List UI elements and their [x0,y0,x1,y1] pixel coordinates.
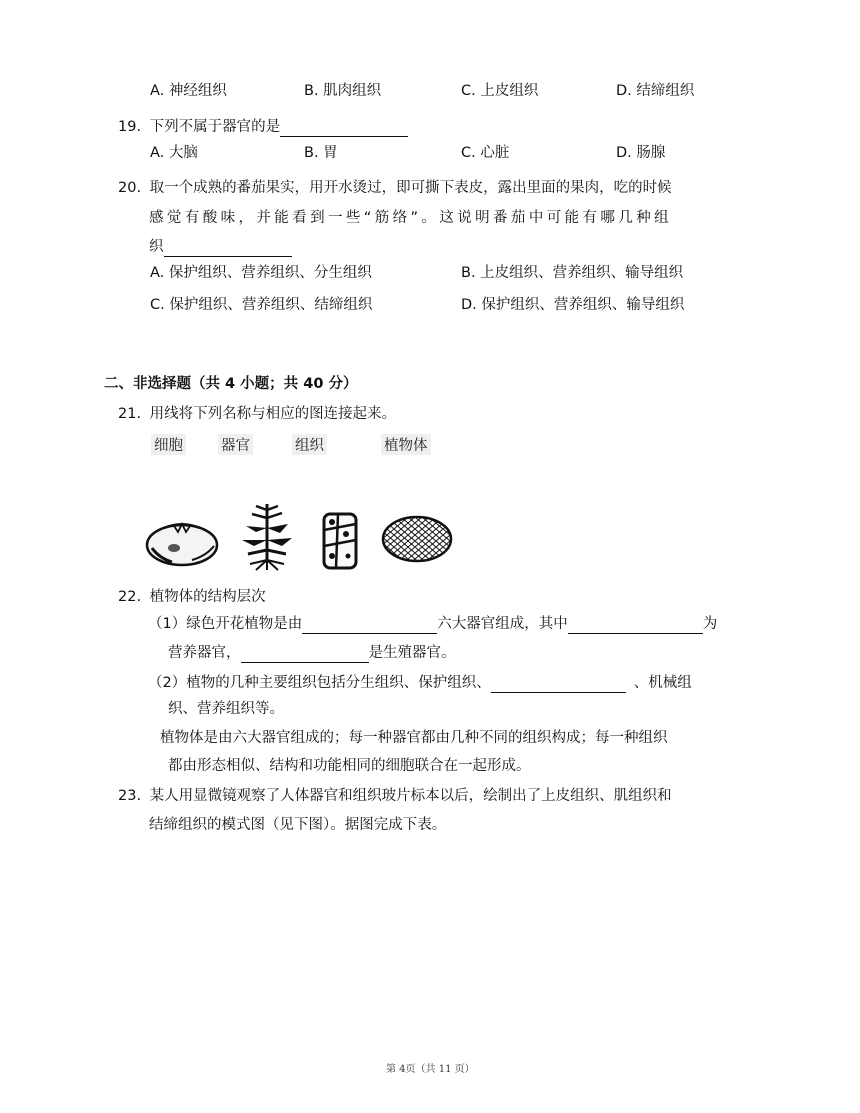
q20-text-1: 取一个成熟的番茄果实，用开水烫过，即可撕下表皮，露出里面的果肉，吃的时候 [149,180,672,196]
q19-number: 19. [118,119,142,135]
page-footer: 第 4页（共 11 页） [386,1064,475,1075]
q22-p1-d: 营养器官， [168,645,241,661]
q19-answer-blank[interactable] [280,118,408,137]
q22-number: 22. [118,589,142,605]
q22-stem [118,587,266,607]
q22-p1-e: 是生殖器官。 [368,645,456,661]
q23-number: 23. [118,788,142,804]
q20-option-b: B. 上皮组织、营养组织、输导组织 [461,265,684,281]
q21-text: 用线将下列名称与相应的图连接起来。 [149,406,397,422]
q22-note-line1: 植物体是由六大器官组成的；每一种器官都由几种不同的组织构成；每一种组织 [160,730,668,746]
q19-text: 下列不属于器官的是 [149,119,281,135]
q22-part1-line1 [148,614,717,634]
q20-answer-blank[interactable] [164,238,292,257]
q19-option-d: D. 肠腺 [616,145,666,161]
q18-option-c: C. 上皮组织 [461,83,539,99]
cell-image [380,514,454,564]
q22-part1-line2 [168,643,456,663]
q20-option-c: C. 保护组织、营养组织、结缔组织 [150,297,373,313]
tissue-image [318,510,362,572]
q20-option-a: A. 保护组织、营养组织、分生组织 [150,265,372,281]
q22-p1-b: 六大器官组成，其中 [437,616,568,632]
q22-p2-a: （2）植物的几种主要组织包括分生组织、保护组织、 [148,675,491,691]
q20-text-3: 织 [149,239,164,255]
q19-option-c: C. 心脏 [461,145,510,161]
q22-text: 植物体的结构层次 [149,589,266,605]
q20-number: 20. [118,180,142,196]
label-tissue: 组织 [292,434,327,455]
q22-blank-2[interactable] [568,615,703,634]
q23-line1 [118,786,672,806]
q20-line1 [118,178,672,198]
q20-option-d: D. 保护组织、营养组织、输导组织 [461,297,685,313]
q19-option-b: B. 胃 [304,145,338,161]
q22-p1-a: （1）绿色开花植物是由 [148,616,303,632]
q18-option-d: D. 结缔组织 [616,83,695,99]
q22-part2-line2: 织、营养组织等。 [168,701,284,717]
label-plant: 植物体 [381,434,431,455]
section-title: 二、非选择题（共 4 小题；共 40 分） [104,376,358,392]
plant-image [236,500,298,572]
label-cell: 细胞 [151,434,186,455]
q22-blank-3[interactable] [241,644,369,663]
q22-p2-b: 、机械组 [633,675,692,691]
q20-line3 [149,237,292,257]
q22-blank-1[interactable] [302,615,437,634]
q21-number: 21. [118,406,142,422]
q18-option-b: B. 肌肉组织 [304,83,382,99]
q19-stem [118,117,408,137]
q20-line2: 感觉有酸味，并能看到一些“筋络”。这说明番茄中可能有哪几种组 [149,210,673,226]
q23-text-1: 某人用显微镜观察了人体器官和组织玻片标本以后，绘制出了上皮组织、肌组织和 [149,788,672,804]
q18-option-a: A. 神经组织 [150,83,227,99]
q22-blank-4[interactable] [491,674,626,693]
tomato-image [144,518,220,568]
q22-note-line2: 都由形态相似、结构和功能相同的细胞联合在一起形成。 [168,758,531,774]
q23-line2: 结缔组织的模式图（见下图）。据图完成下表。 [149,817,447,833]
q22-p1-c: 为 [702,616,718,632]
label-organ: 器官 [218,434,253,455]
q22-part2-line1 [148,673,692,693]
q21-stem [118,404,396,424]
q19-option-a: A. 大脑 [150,145,198,161]
